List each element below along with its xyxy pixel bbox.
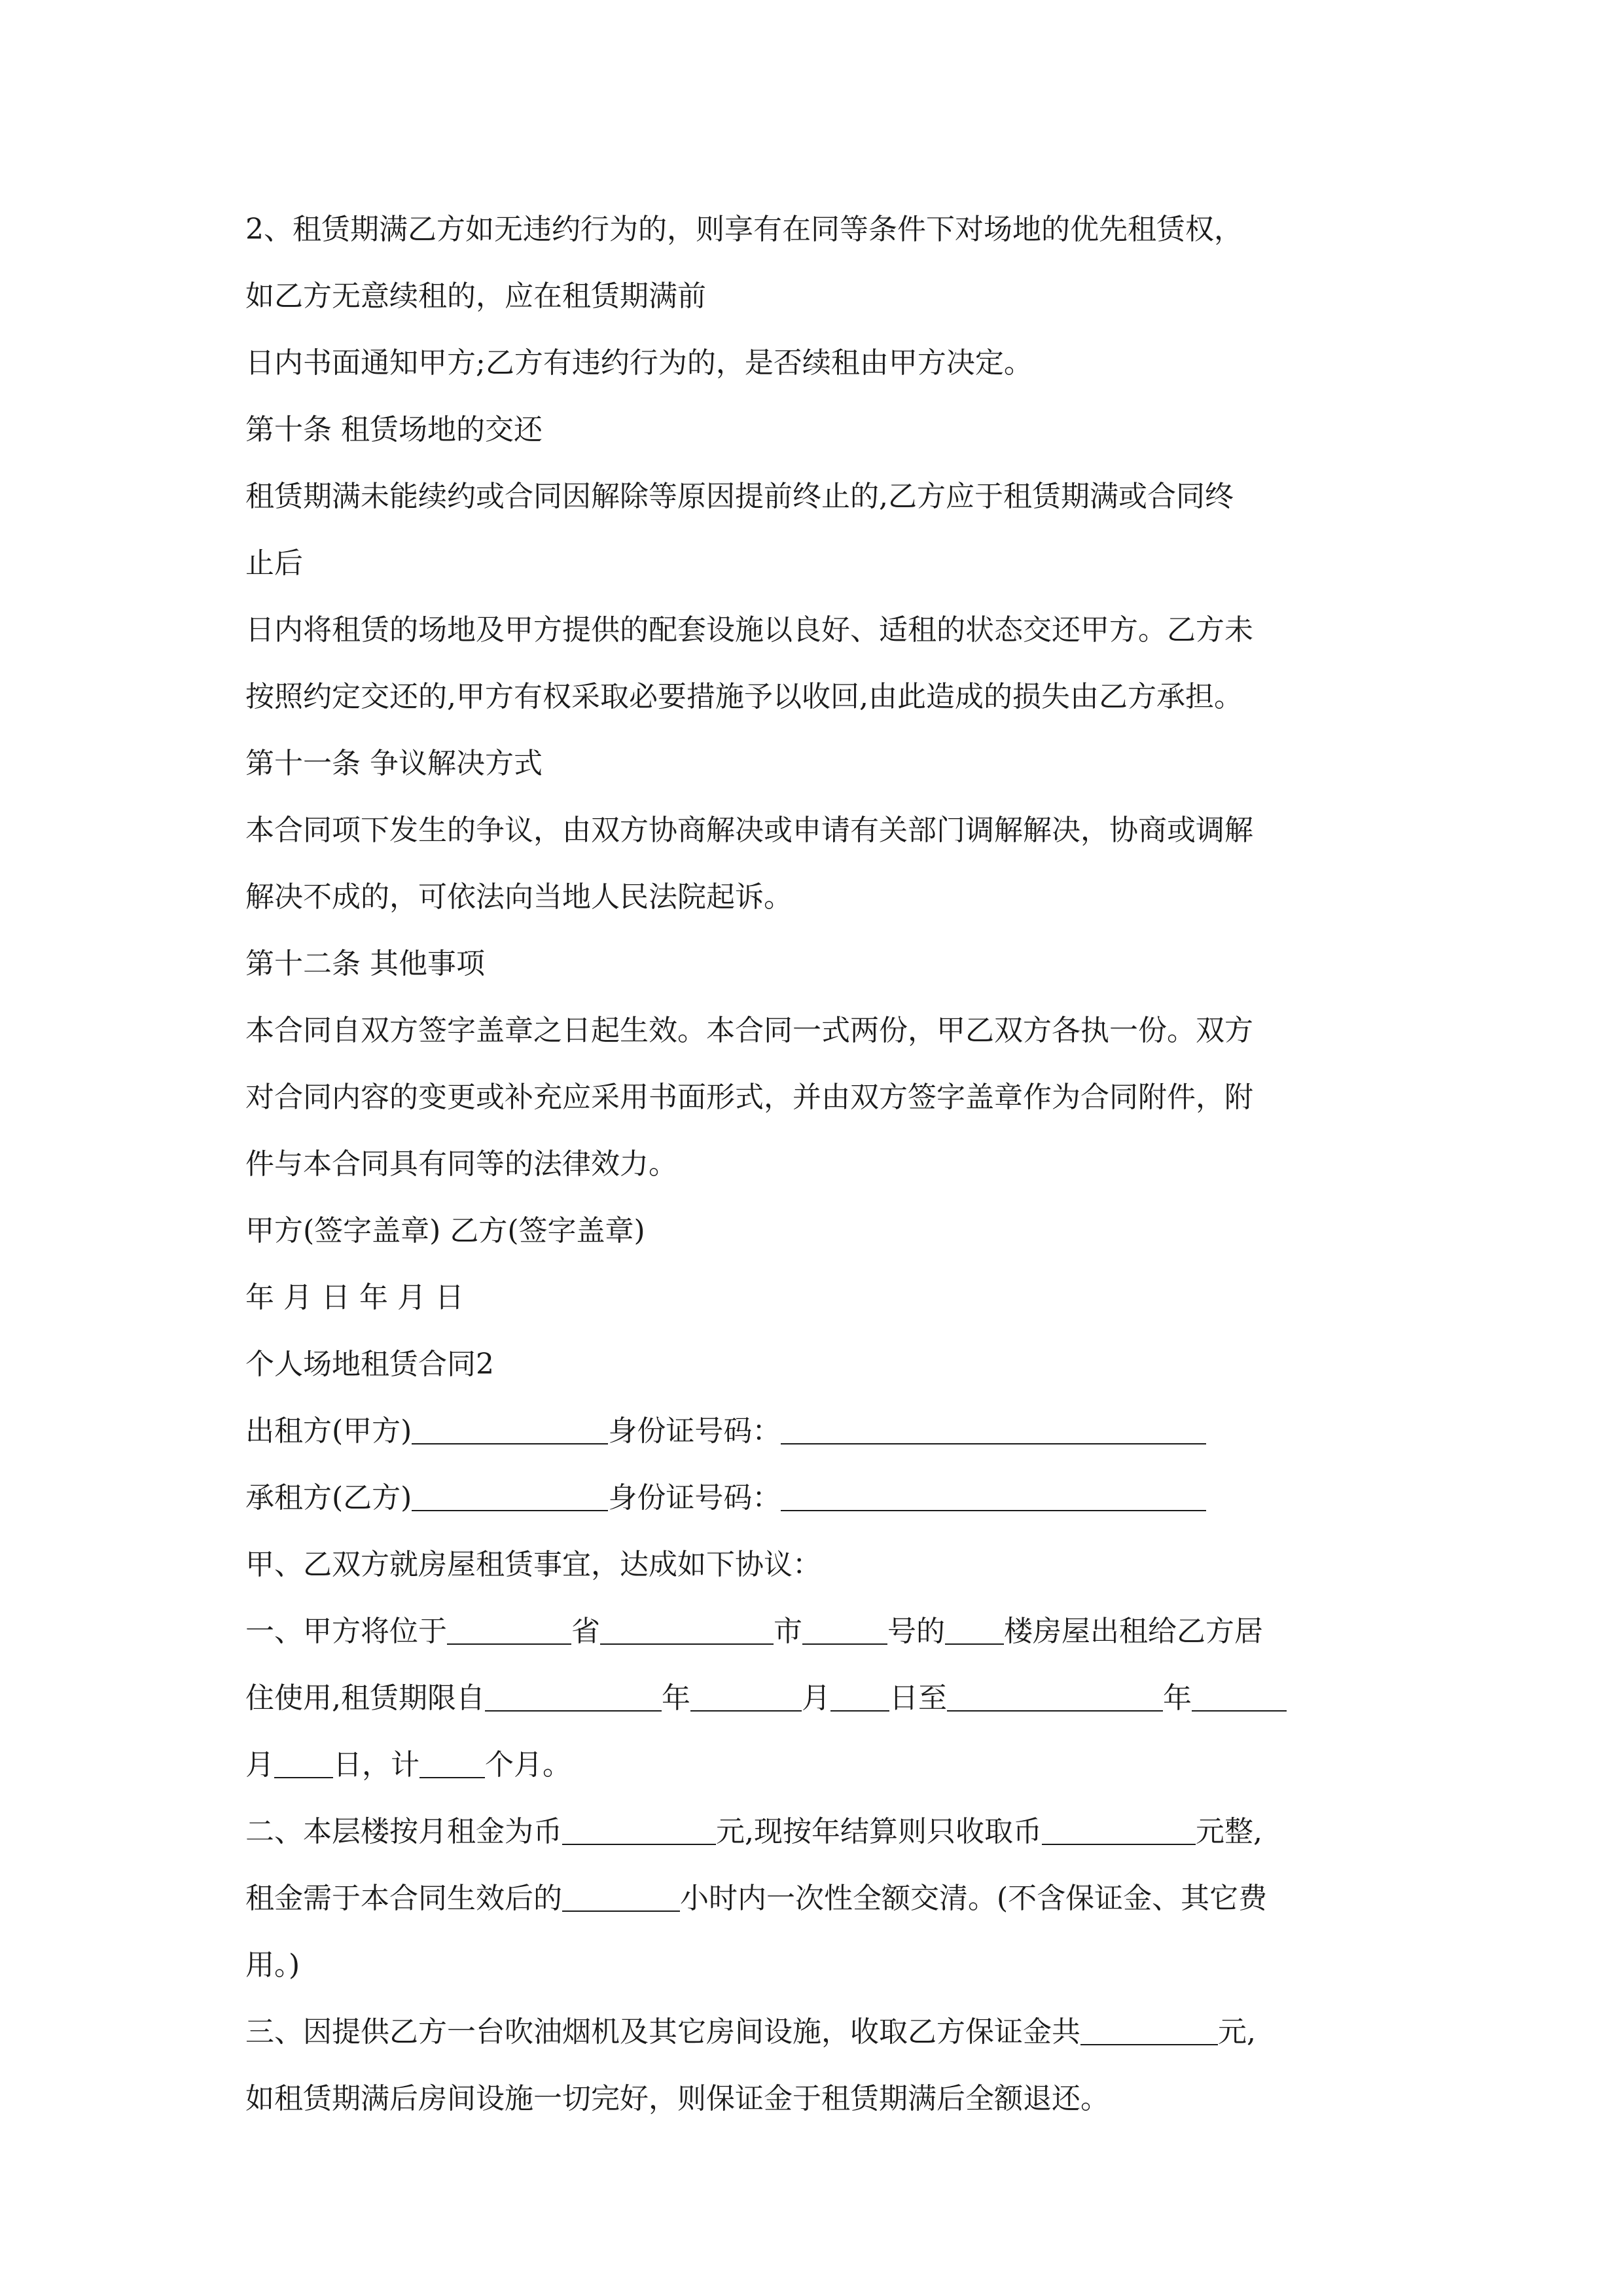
lessee-id-blank[interactable] (781, 1481, 1206, 1511)
lessor-id-blank[interactable] (781, 1414, 1206, 1444)
clause-1-text-a: 一、甲方将位于 (245, 1615, 447, 1648)
floor-blank[interactable] (945, 1615, 1004, 1645)
clause-2-text-a: 二、本层楼按月租金为币 (245, 1815, 562, 1848)
clause-9-item-2-line-2: 如乙方无意续租的，应在租赁期满前 (245, 279, 706, 313)
article-10-line-1: 租赁期满未能续约或合同因解除等原因提前终止的,乙方应于租赁期满或合同终 (245, 480, 1234, 513)
article-11-line-1: 本合同项下发生的争议，由双方协商解决或申请有关部门调解解决，协商或调解 (245, 814, 1253, 847)
lessee-id-label: 身份证号码： (608, 1481, 781, 1515)
end-day-blank[interactable] (274, 1748, 333, 1778)
article-12-heading: 第十二条 其他事项 (245, 947, 485, 980)
clause-1-text-i: 日至 (889, 1681, 947, 1715)
clause-1-line-2 (245, 1665, 1387, 1732)
clause-1-text-g: 年 (662, 1681, 690, 1715)
clause-1-text-h: 月 (802, 1681, 830, 1715)
clause-1-text-k: 月 (245, 1748, 274, 1782)
clause-3-text-a: 三、因提供乙方一台吹油烟机及其它房间设施，收取乙方保证金共 (245, 2015, 1080, 2049)
lessee-name-blank[interactable] (412, 1481, 608, 1511)
end-month-blank[interactable] (1192, 1681, 1287, 1712)
clause-2-line-2 (245, 1865, 1387, 1932)
article-10-line-2: 止后 (245, 547, 303, 580)
date-line: 年 月 日 年 月 日 (245, 1281, 464, 1314)
lessor-id-label: 身份证号码： (608, 1414, 781, 1448)
agreement-intro: 甲、乙双方就房屋租赁事宜，达成如下协议： (245, 1548, 821, 1581)
article-12-line-2: 对合同内容的变更或补充应采用书面形式，并由双方签字盖章作为合同附件，附 (245, 1081, 1253, 1114)
clause-9-item-2-line-1: 2、租赁期满乙方如无违约行为的，则享有在同等条件下对场地的优先租赁权， (245, 213, 1243, 246)
province-blank[interactable] (447, 1615, 571, 1645)
start-day-blank[interactable] (830, 1681, 889, 1712)
lessor-name-blank[interactable] (412, 1414, 608, 1444)
clause-9-item-2-line-3: 日内书面通知甲方;乙方有违约行为的，是否续租由甲方决定。 (245, 346, 1033, 380)
clause-2-text-e: 小时内一次性全额交清。(不含保证金、其它费 (680, 1882, 1268, 1915)
annual-rent-blank[interactable] (1042, 1815, 1196, 1845)
clause-3-line-2: 如租赁期满后房间设施一切完好，则保证金于租赁期满后全额退还。 (245, 2082, 1109, 2115)
clause-2-line-3: 用。) (245, 1948, 300, 1982)
clause-2-line-1 (245, 1799, 1387, 1865)
clause-2-text-d: 租金需于本合同生效后的 (245, 1882, 562, 1915)
article-12-line-3: 件与本合同具有同等的法律效力。 (245, 1147, 677, 1181)
clause-1-text-f: 住使用,租赁期限自 (245, 1681, 485, 1715)
hours-blank[interactable] (562, 1882, 680, 1912)
contract-2-title: 个人场地租赁合同2 (245, 1348, 494, 1381)
clause-1-text-j: 年 (1163, 1681, 1192, 1715)
clause-2-text-b: 元,现按年结算则只收取币 (716, 1815, 1042, 1848)
monthly-rent-blank[interactable] (562, 1815, 716, 1845)
lessee-line (245, 1465, 1387, 1532)
start-year-blank[interactable] (485, 1681, 662, 1712)
contract-text (245, 196, 1387, 2132)
lessor-line (245, 1398, 1387, 1465)
article-10-line-4: 按照约定交还的,甲方有权采取必要措施予以收回,由此造成的损失由乙方承担。 (245, 680, 1243, 713)
end-year-blank[interactable] (947, 1681, 1163, 1712)
months-blank[interactable] (419, 1748, 485, 1778)
clause-1-text-e: 楼房屋出租给乙方居 (1004, 1615, 1263, 1648)
start-month-blank[interactable] (690, 1681, 802, 1712)
article-12-line-1: 本合同自双方签字盖章之日起生效。本合同一式两份，甲乙双方各执一份。双方 (245, 1014, 1253, 1047)
clause-2-text-c: 元整, (1196, 1815, 1262, 1848)
clause-1-line-3 (245, 1732, 1387, 1799)
clause-1-text-d: 号的 (887, 1615, 945, 1648)
clause-1-text-b: 省 (571, 1615, 600, 1648)
city-blank[interactable] (600, 1615, 774, 1645)
clause-1-line-1 (245, 1598, 1387, 1665)
article-11-heading: 第十一条 争议解决方式 (245, 747, 543, 780)
lessee-label: 承租方(乙方) (245, 1481, 412, 1515)
deposit-blank[interactable] (1080, 2015, 1218, 2045)
clause-1-text-c: 市 (774, 1615, 802, 1648)
lessor-label: 出租方(甲方) (245, 1414, 412, 1448)
clause-3-text-b: 元, (1218, 2015, 1256, 2049)
article-11-line-2: 解决不成的，可依法向当地人民法院起诉。 (245, 880, 793, 914)
clause-1-text-l: 日，计 (333, 1748, 419, 1782)
number-blank[interactable] (802, 1615, 887, 1645)
article-10-heading: 第十条 租赁场地的交还 (245, 413, 543, 446)
signature-line: 甲方(签字盖章) 乙方(签字盖章) (245, 1214, 645, 1247)
article-10-line-3: 日内将租赁的场地及甲方提供的配套设施以良好、适租的状态交还甲方。乙方未 (245, 613, 1253, 647)
clause-3-line-1 (245, 1999, 1387, 2066)
clause-1-text-m: 个月。 (485, 1748, 571, 1782)
